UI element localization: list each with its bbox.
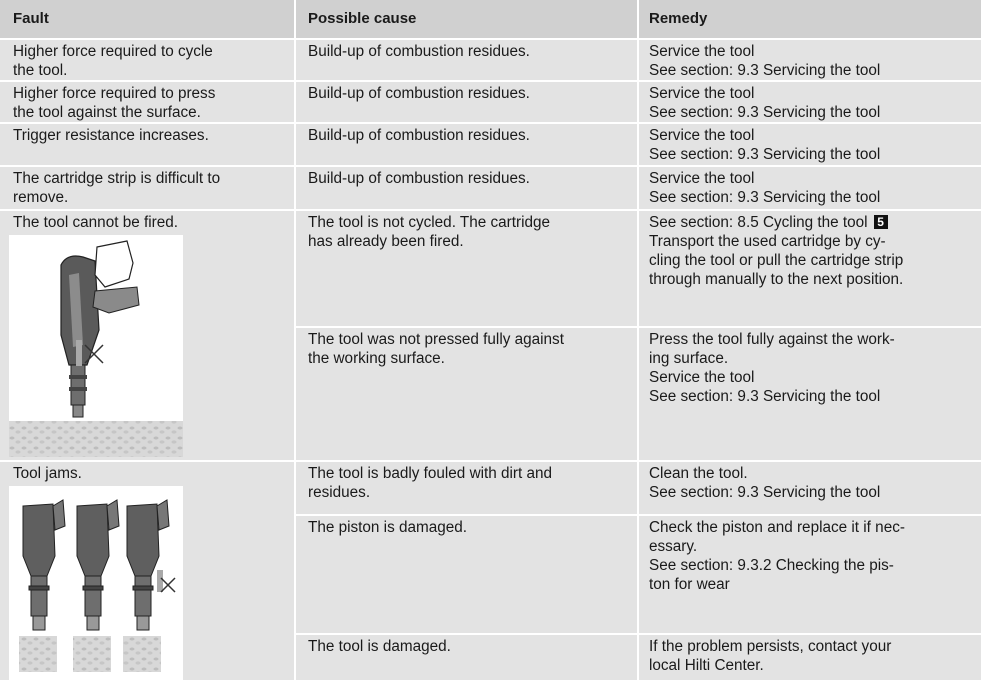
remedy-text: Service the tool See section: 9.3 Servicing the tool	[649, 85, 881, 121]
header-remedy: Remedy	[649, 10, 708, 27]
fault-text: Higher force required to cycle the tool.	[13, 43, 213, 79]
cause-text: Build-up of combustion residues.	[308, 85, 530, 102]
header-cause: Possible cause	[308, 10, 417, 27]
table-row	[0, 124, 981, 165]
figure-reference-badge: 5	[874, 215, 888, 229]
table-row	[0, 82, 981, 122]
fault-text: The tool cannot be fired.	[13, 214, 178, 231]
remedy-text: Service the tool See section: 9.3 Servicing the tool	[649, 170, 881, 206]
table-row	[0, 211, 981, 460]
remedy-text: Clean the tool. See section: 9.3 Servicing the tool	[649, 465, 881, 501]
remedy-text: If the problem persists, contact your local Hilti Center.	[649, 638, 892, 674]
nailer-not-pressed-illustration	[9, 235, 183, 457]
table-row	[0, 462, 981, 680]
fault-text: Higher force required to press the tool against the surface.	[13, 85, 216, 121]
remedy-text: Press the tool fully against the work- ing surface. Service the tool See section: 9.3 Servicing the tool	[649, 331, 895, 405]
cause-text: The tool is not cycled. The cartridge has already been fired.	[308, 214, 551, 250]
cause-text: The tool was not pressed fully against the working surface.	[308, 331, 564, 367]
three-nailers-illustration	[9, 486, 183, 680]
column-divider	[294, 0, 296, 680]
fault-text: Trigger resistance increases.	[13, 127, 209, 144]
remedy-text: Service the tool See section: 9.3 Servicing the tool	[649, 43, 881, 79]
fault-text: Tool jams.	[13, 465, 82, 482]
cause-text: Build-up of combustion residues.	[308, 170, 530, 187]
cause-text: The tool is damaged.	[308, 638, 451, 655]
jammed-tools-illustration	[9, 486, 183, 680]
cause-text: The piston is damaged.	[308, 519, 468, 536]
header-fault: Fault	[13, 10, 49, 27]
table-header	[0, 0, 981, 38]
remedy-text: Check the piston and replace it if nec- essary. See section: 9.3.2 Checking the pis- ton for wear	[649, 519, 905, 593]
cause-text: The tool is badly fouled with dirt and residues.	[308, 465, 553, 501]
remedy-text: Service the tool See section: 9.3 Servicing the tool	[649, 127, 881, 163]
cause-text: Build-up of combustion residues.	[308, 127, 530, 144]
table-row	[0, 167, 981, 209]
cause-text: Build-up of combustion residues.	[308, 43, 530, 60]
column-divider	[637, 0, 639, 680]
nailer-illustration	[9, 235, 183, 457]
table-row	[0, 40, 981, 80]
fault-text: The cartridge strip is difficult to remove.	[13, 170, 221, 206]
remedy-text: See section: 8.5 Cycling the tool 5 Transport the used cartridge by cy- cling the tool or pull the cartridge strip through manually to the next position.	[649, 214, 904, 288]
